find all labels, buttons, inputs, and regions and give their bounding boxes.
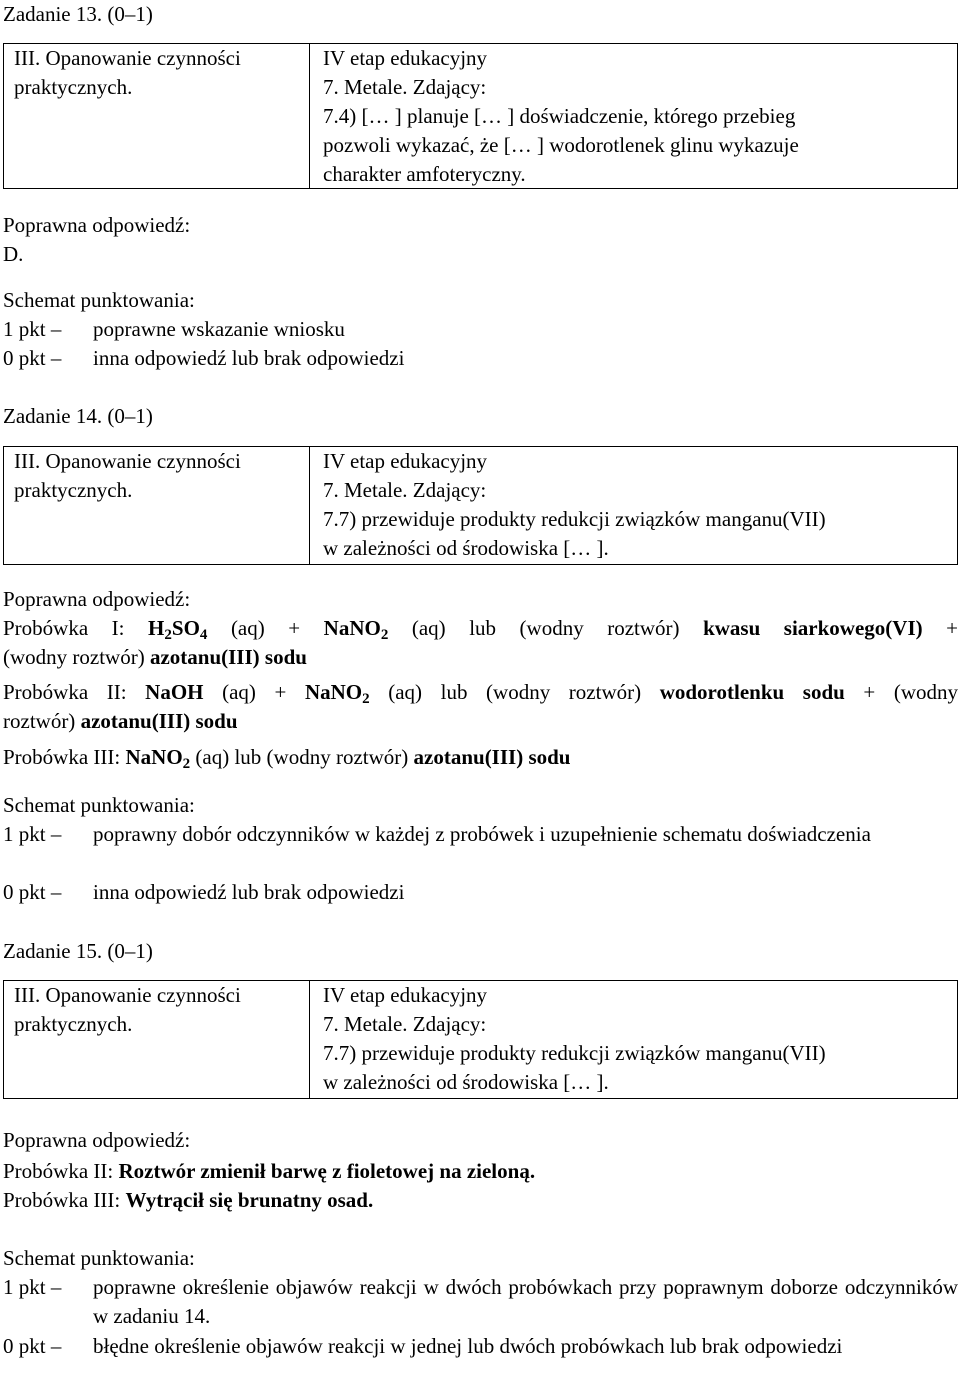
task-13-answer-label: Poprawna odpowiedź: [3, 213, 191, 237]
formula: NaNO [125, 745, 183, 769]
test-tube-3-answer [3, 743, 958, 772]
requirement-line: praktycznych. [14, 75, 133, 99]
formula: H [148, 616, 165, 640]
points: 0 pkt – [3, 1334, 62, 1358]
task-15-title: Zadanie 15. (0–1) [3, 939, 153, 963]
requirement-line: 7.7) przewiduje produkty redukcji związków manganu(VII) [323, 1041, 826, 1065]
reagent-name: azotanu(III) sodu [149, 645, 307, 669]
tube-label: Probówka II: [3, 1159, 114, 1183]
text: roztwór) [3, 709, 76, 733]
task-15-answer-tube-2 [3, 1157, 958, 1186]
requirement-line: charakter amfoteryczny. [323, 162, 526, 186]
task-14-title: Zadanie 14. (0–1) [3, 404, 153, 428]
tube-label: Probówka II: [3, 680, 127, 704]
tube-label: Probówka I: [3, 616, 125, 640]
points: 0 pkt – [3, 880, 62, 904]
task-15-answer-label: Poprawna odpowiedź: [3, 1128, 191, 1152]
task-13-scoring-label: Schemat punktowania: [3, 288, 195, 312]
task-14-requirements-table [3, 446, 958, 565]
requirement-line: III. Opanowanie czynności [14, 46, 241, 70]
formula: NaNO [304, 680, 363, 704]
reagent-name: azotanu(III) sodu [413, 745, 571, 769]
task-13-answer: D. [3, 242, 24, 266]
points: 1 pkt – [3, 317, 62, 341]
requirement-line: 7.4) [… ] planuje [… ] doświadczenie, którego przebieg [323, 104, 796, 128]
task-13-requirements-table [3, 43, 958, 189]
points: 1 pkt – [3, 1275, 62, 1299]
test-tube-2-answer [3, 678, 958, 736]
formula: NaOH [145, 680, 204, 704]
formula: SO [171, 616, 200, 640]
task-15-general-requirement [4, 981, 310, 1098]
task-14-answer-label: Poprawna odpowiedź: [3, 587, 191, 611]
subscript: 2 [362, 691, 370, 707]
text: + [946, 616, 958, 640]
task-15-answer-tube-3 [3, 1186, 958, 1215]
answer-line [3, 643, 958, 672]
task-13-general-requirement [4, 44, 310, 188]
requirement-line: 7. Metale. Zdający: [323, 75, 487, 99]
text: (aq) lub (wodny roztwór) [388, 680, 642, 704]
task-15-scoring-label: Schemat punktowania: [3, 1246, 195, 1270]
reagent-name: kwasu siarkowego(VI) [703, 616, 923, 640]
reagent-name: azotanu(III) sodu [80, 709, 238, 733]
subscript: 2 [182, 756, 191, 772]
subscript: 2 [380, 627, 389, 643]
criterion: inna odpowiedź lub brak odpowiedzi [93, 346, 405, 370]
text: (aq) lub (wodny roztwór) [411, 616, 680, 640]
text: (wodny roztwór) [3, 645, 145, 669]
criterion: poprawne wskazanie wniosku [93, 317, 345, 341]
criterion: poprawny dobór odczynników w każdej z probówek i uzupełnienie schematu doświadczenia [93, 822, 871, 846]
task-13-detailed-requirement [310, 44, 957, 189]
answer-line [3, 707, 958, 736]
points: 1 pkt – [3, 822, 62, 846]
formula: NaNO [323, 616, 381, 640]
requirement-line: 7. Metale. Zdający: [323, 1012, 487, 1036]
requirement-line: w zależności od środowiska [… ]. [323, 1070, 609, 1094]
requirement-line: 7.7) przewiduje produkty redukcji związków manganu(VII) [323, 507, 826, 531]
task-14-detailed-requirement [310, 447, 957, 563]
answer-line [3, 678, 958, 707]
requirement-line: 7. Metale. Zdający: [323, 478, 487, 502]
criterion: poprawne określenie objawów reakcji w dwóch probówkach przy poprawnym doborze odczynników w zadaniu 14. [93, 1275, 958, 1328]
tube-label: Probówka III: [3, 1188, 121, 1212]
task-15-requirements-table [3, 980, 958, 1099]
requirement-line: w zależności od środowiska [… ]. [323, 536, 609, 560]
requirement-line: IV etap edukacyjny [323, 449, 488, 473]
text: + (wodny [863, 680, 959, 704]
text: (aq) lub (wodny roztwór) [195, 745, 409, 769]
requirement-line: pozwoli wykazać, że [… ] wodorotlenek glinu wykazuje [323, 133, 799, 157]
task-14-general-requirement [4, 447, 310, 564]
criterion: błędne określenie objawów reakcji w jednej lub dwóch probówkach lub brak odpowiedzi [93, 1334, 843, 1358]
subscript: 2 [164, 627, 172, 643]
criterion: inna odpowiedź lub brak odpowiedzi [93, 880, 405, 904]
requirement-line: III. Opanowanie czynności [14, 449, 241, 473]
tube-label: Probówka III: [3, 745, 121, 769]
task-14-scoring-label: Schemat punktowania: [3, 793, 195, 817]
requirement-line: IV etap edukacyjny [323, 983, 488, 1007]
points: 0 pkt – [3, 346, 62, 370]
text: (aq) + [222, 680, 287, 704]
task-15-detailed-requirement [310, 981, 957, 1097]
requirement-line: III. Opanowanie czynności [14, 983, 241, 1007]
reagent-name: wodorotlenku sodu [659, 680, 845, 704]
test-tube-1-answer [3, 614, 958, 672]
task-13-title: Zadanie 13. (0–1) [3, 2, 153, 26]
observation: Wytrącił się brunatny osad. [125, 1188, 374, 1212]
answer-line [3, 614, 958, 643]
requirement-line: praktycznych. [14, 1012, 133, 1036]
requirement-line: praktycznych. [14, 478, 133, 502]
text: (aq) + [230, 616, 301, 640]
requirement-line: IV etap edukacyjny [323, 46, 488, 70]
subscript: 4 [199, 627, 208, 643]
observation: Roztwór zmienił barwę z fioletowej na zieloną. [118, 1159, 536, 1183]
